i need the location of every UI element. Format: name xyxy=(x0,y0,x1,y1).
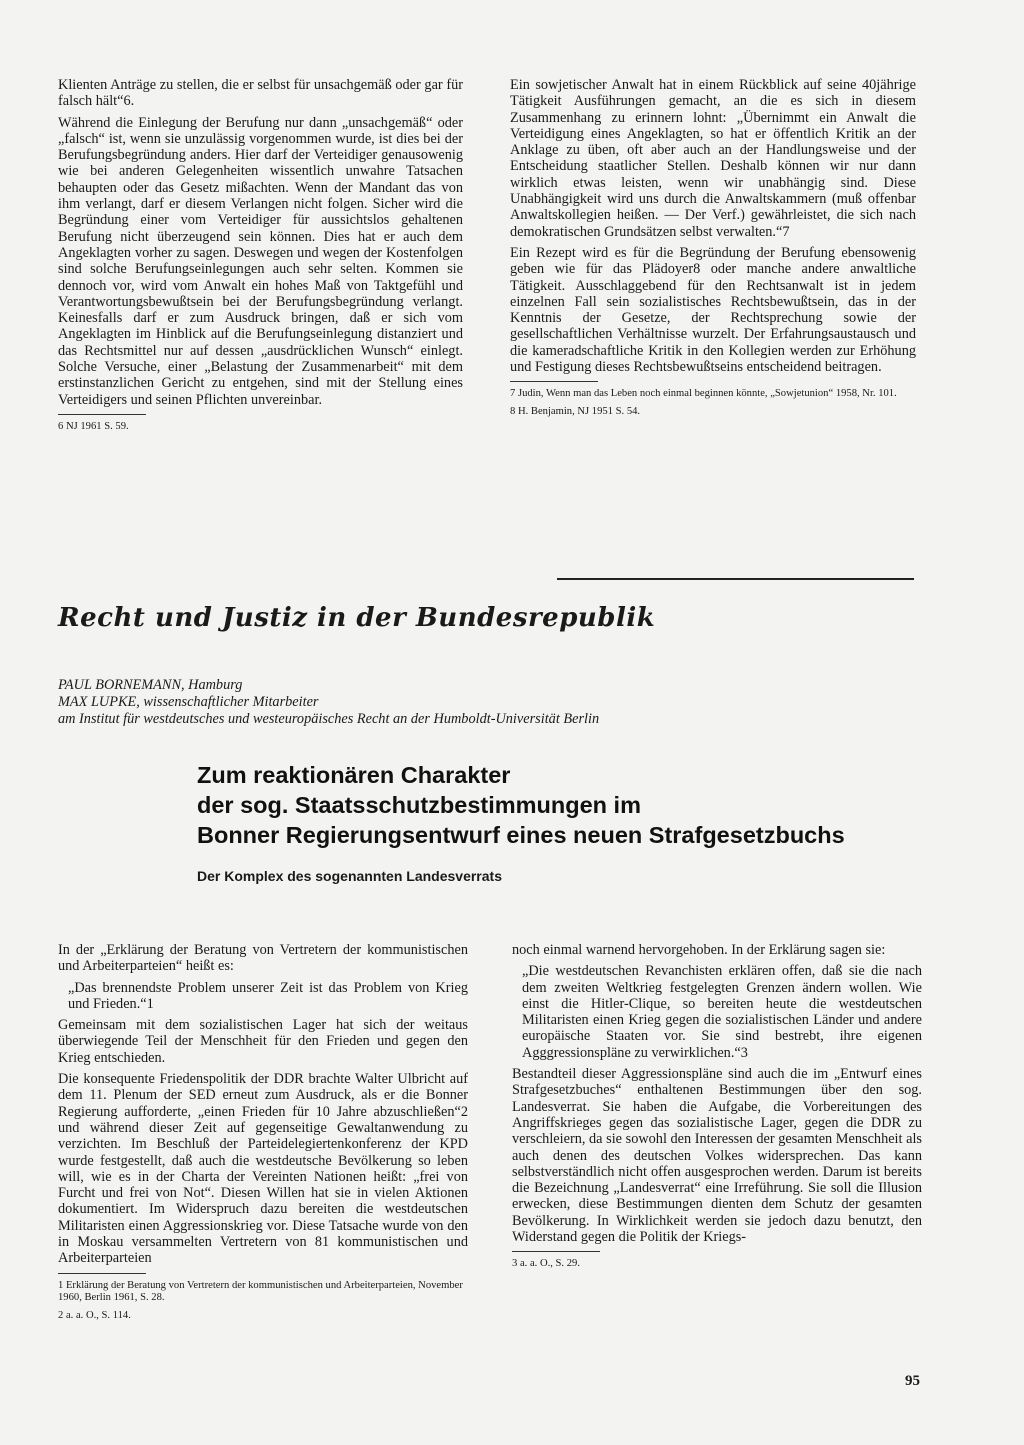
footnote: 8 H. Benjamin, NJ 1951 S. 54. xyxy=(510,405,641,417)
footnote: 2 a. a. O., S. 114. xyxy=(58,1309,131,1321)
author-line: MAX LUPKE, wissenschaftlicher Mitarbeiter xyxy=(58,694,319,710)
footnote: 6 NJ 1961 S. 59. xyxy=(58,420,129,432)
headline-line: Bonner Regierungsentwurf eines neuen Strafgesetzbuchs xyxy=(197,822,845,848)
headline-line: Zum reaktionären Charakter xyxy=(197,762,511,788)
section-title: Recht und Justiz in der Bundesrepublik xyxy=(58,603,656,633)
bottom-right-column xyxy=(512,942,922,1276)
paragraph: Während die Einlegung der Berufung nur dann „unsachgemäß“ oder „falsch“ ist, wenn sie unzulässig vorgenommen wurde, ist dies bei der Berufungsbegründung anders. Hier darf der Verteidiger genausowenig wie bei anderen Gelegenheiten wissentlich unwahre Tatsachen behaupten oder das Gesetz mißachten. Wenn der Mandant das von ihm verlangt, darf er diesem Verlangen nicht folgen. Sicher wird die Begründung einer vom Verteidiger für aussichtslos gehaltenen Berufung nicht überzeugend sein können. Dies hat er auch dem Angeklagten vorher zu sagen. Deswegen und wegen der Kostenfolgen sind solche Berufungseinlegungen auch sehr selten. Kommen sie dennoch vor, wird vom Anwalt ein hohes Maß von Taktgefühl und Verantwortungsbewußtsein bei der Berufungsbegründung verlangt. Keinesfalls darf er zum Ausdruck bringen, daß er sich vom Angeklagten im Hinblick auf die Berufungseinlegung distanziert und das Rechtsmittel nur auf dessen „ausdrücklichen Wunsch“ einlegt. Solche Versuche, einer „Belastung der Zusammenarbeit“ mit dem erstinstanzlichen Gericht zu entgehen, sind mit der Stellung eines Verteidigers und seinen Pflichten unvereinbar. xyxy=(58,114,463,408)
paragraph: In der „Erklärung der Beratung von Vertretern der kommunistischen und Arbeiterparteien“ heißt es: xyxy=(58,942,468,975)
footnote-divider xyxy=(510,381,598,382)
section-divider xyxy=(557,578,914,580)
article-headline xyxy=(197,760,845,850)
author-affiliation: am Institut für westdeutsches und westeuropäisches Recht an der Humboldt-Universität Berlin xyxy=(58,711,600,727)
footnote: 7 Judin, Wenn man das Leben noch einmal beginnen könnte, „Sowjetunion“ 1958, Nr. 101. xyxy=(510,388,897,400)
paragraph: Gemeinsam mit dem sozialistischen Lager hat sich der weitaus überwiegende Teil der Menschheit für den Frieden und gegen den Krieg entschieden. xyxy=(58,1017,468,1066)
author-line: PAUL BORNEMANN, Hamburg xyxy=(58,677,243,693)
authors xyxy=(58,677,599,728)
paragraph: noch einmal warnend hervorgehoben. In der Erklärung sagen sie: xyxy=(512,942,886,958)
article-subheadline: Der Komplex des sogenannten Landesverrats xyxy=(197,868,502,884)
quote: „Die westdeutschen Revanchisten erklären offen, daß sie die nach dem zweiten Weltkrieg festgelegten Grenzen ändern wollen. Wie einst die Hitler-Clique, so bereiten heute die westdeutschen Militaristen einen Krieg gegen die sozialistischen Länder und andere europäische Staaten vor. Sie sind bestrebt, ihre eigenen Agggressionspläne zu verwirklichen.“3 xyxy=(522,963,922,1061)
bottom-left-column xyxy=(58,942,468,1327)
paragraph: Ein sowjetischer Anwalt hat in einem Rückblick auf seine 40jährige Tätigkeit Ausführungen gemacht, an die es sich in diesem Zusammenhang zu erinnern lohnt: „Übernimmt ein Anwalt die Verteidigung eines Angeklagten, so hat er öffentlich Kritik an der Anklage zu üben, oft aber auch an der Handlungsweise und der Entscheidung staatlicher Stellen. Deshalb können wir nur dann wirklich etwas leisten, wenn wir unabhängig sind. Diese Unabhängigkeit wird uns durch die Anwaltskammern (muß offenbar Anwaltskollegien heißen. — Der Verf.) gewährleistet, die sich nach demokratischen Grundsätzen selbst verwalten.“7 xyxy=(510,77,916,240)
footnote: 1 Erklärung der Beratung von Vertretern der kommunistischen und Arbeiterparteien, November 1960, Berlin 1961, S. 28. xyxy=(58,1279,463,1304)
paragraph: Die konsequente Friedenspolitik der DDR brachte Walter Ulbricht auf dem 11. Plenum der SED erneut zum Ausdruck, als er die Bonner Regierung aufforderte, „einen Frieden für 10 Jahre abzuschließen“2 und während dieser Zeit auf gegenseitige Gewaltanwendung zu verzichten. Im Beschluß der Parteidelegiertenkonferenz der KPD wurde festgestellt, daß auch die westdeutsche Bevölkerung so leben will, wie es in der Charta der Vereinten Nationen heißt: „frei von Furcht und frei von Not“. Diesen Willen hat sie in vielen Aktionen dokumentiert. Im Widerspruch dazu bereiten die westdeutschen Militaristen einen Aggressionskrieg vor. Diese Tatsache wurde von den in Moskau versammelten Vertretern von 81 kommunistischen und Arbeiterparteien xyxy=(58,1071,468,1267)
top-left-column xyxy=(58,77,463,438)
footnote-divider xyxy=(58,1273,146,1274)
paragraph: Bestandteil dieser Aggressionspläne sind auch die im „Entwurf eines Strafgesetzbuches“ enthaltenen Bestimmungen über den sog. Landesverrat. Sie haben die Aufgabe, die Vorbereitungen des Angriffskrieges gegen das sozialistische Lager, gegen die DDR zu verschleiern, da sie sowohl den Interessen der gesamten Menschheit als auch denen des deutschen Volkes widersprechen. Das kann selbstverständlich nicht offen ausgesprochen werden. Darum ist bereits die Bezeichnung „Landesverrat“ eine Irreführung. Sie soll die Illusion erwecken, diese Bestimmungen dienten dem Schutz der gesamten Bevölkerung. In Wirklichkeit werden sie jedoch dazu benutzt, den Widerstand gegen die Politik der Kriegs- xyxy=(512,1066,922,1246)
footnote-divider xyxy=(58,414,146,415)
page-number: 95 xyxy=(905,1373,920,1389)
footnote-divider xyxy=(512,1251,600,1252)
paragraph: Ein Rezept wird es für die Begründung der Berufung ebensowenig geben wie für das Plädoyer8 oder manche andere anwaltliche Tätigkeit. Ausschlaggebend für den Rechtsanwalt ist in jedem einzelnen Fall sein sozialistisches Rechtsbewußtsein, das in der Kenntnis der Gesetze, der Rechtsprechung sowie der gesellschaftlichen Verhältnisse wurzelt. Der Erfahrungsaustausch und die kameradschaftliche Kritik in den Kollegien werden zur Erhöhung und Festigung dieses Rechtsbewußtseins entscheidend beitragen. xyxy=(510,244,916,376)
footnote: 3 a. a. O., S. 29. xyxy=(512,1258,580,1270)
quote: „Das brennendste Problem unserer Zeit ist das Problem von Krieg und Frieden.“1 xyxy=(68,979,468,1012)
top-right-column xyxy=(510,77,916,423)
paragraph: Klienten Anträge zu stellen, die er selbst für unsachgemäß oder gar für falsch hält“6. xyxy=(58,77,463,110)
headline-line: der sog. Staatsschutzbestimmungen im xyxy=(197,792,641,818)
